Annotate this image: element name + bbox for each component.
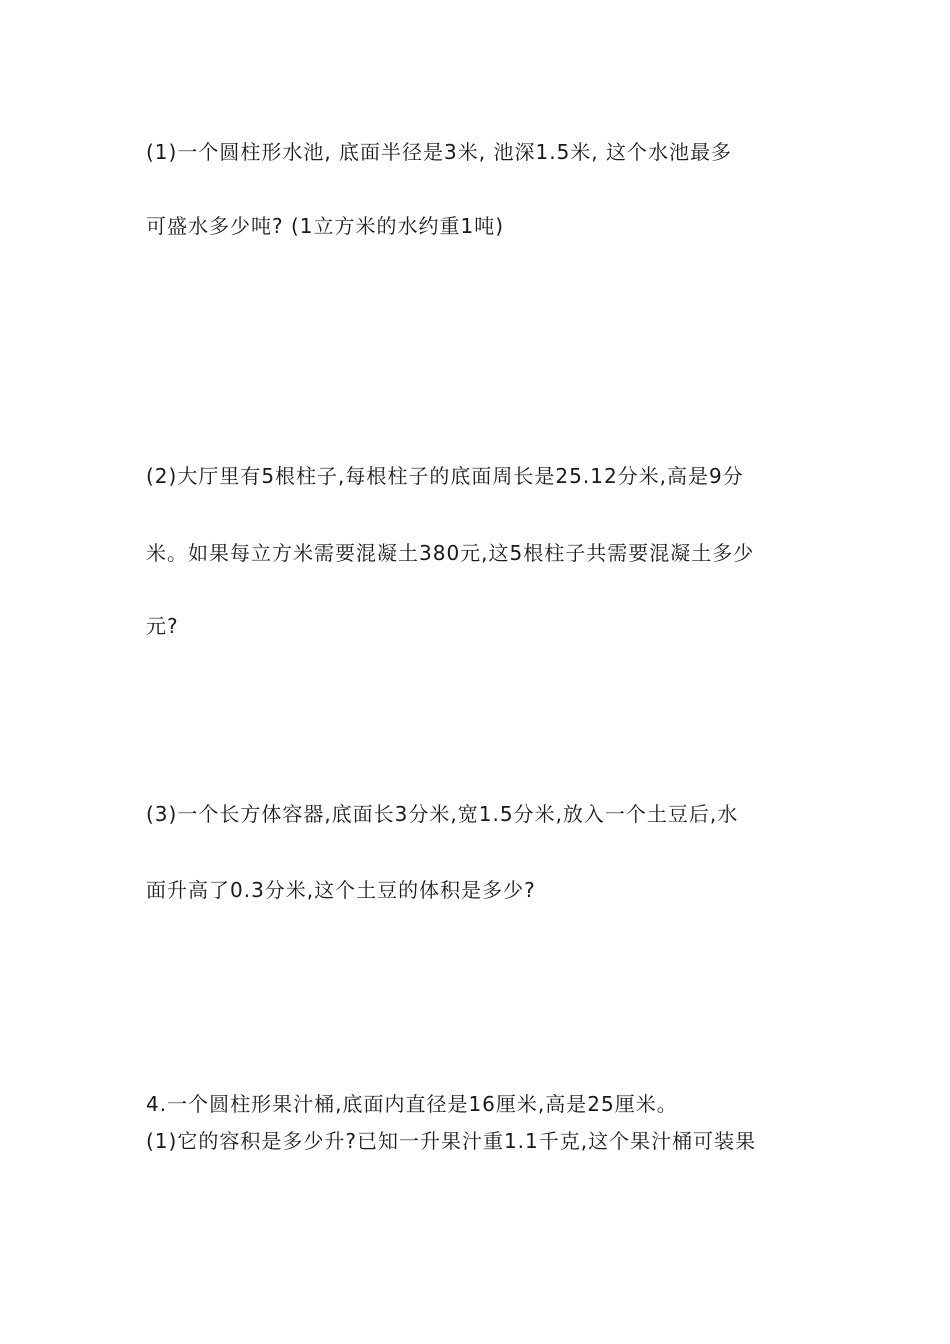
problem-3-3-line-1: (3)一个长方体容器,底面长3分米,宽1.5分米,放入一个土豆后,水 — [146, 802, 739, 826]
problem-3-2-line-1: (2)大厅里有5根柱子,每根柱子的底面周长是25.12分米,高是9分 — [146, 464, 744, 488]
problem-4-heading: 4.一个圆柱形果汁桶,底面内直径是16厘米,高是25厘米。 — [146, 1092, 678, 1116]
problem-3-1-line-1: (1)一个圆柱形水池, 底面半径是3米, 池深1.5米, 这个水池最多 — [146, 140, 733, 164]
problem-3-3-line-2: 面升高了0.3分米,这个土豆的体积是多少? — [146, 878, 536, 902]
problem-3-1-line-2: 可盛水多少吨? (1立方米的水约重1吨) — [146, 214, 505, 238]
problem-3-2-line-3: 元? — [146, 614, 179, 638]
problem-3-2-line-2: 米。如果每立方米需要混凝土380元,这5根柱子共需要混凝土多少 — [146, 541, 755, 565]
problem-4-1-line-1: (1)它的容积是多少升?已知一升果汁重1.1千克,这个果汁桶可装果 — [146, 1129, 757, 1153]
